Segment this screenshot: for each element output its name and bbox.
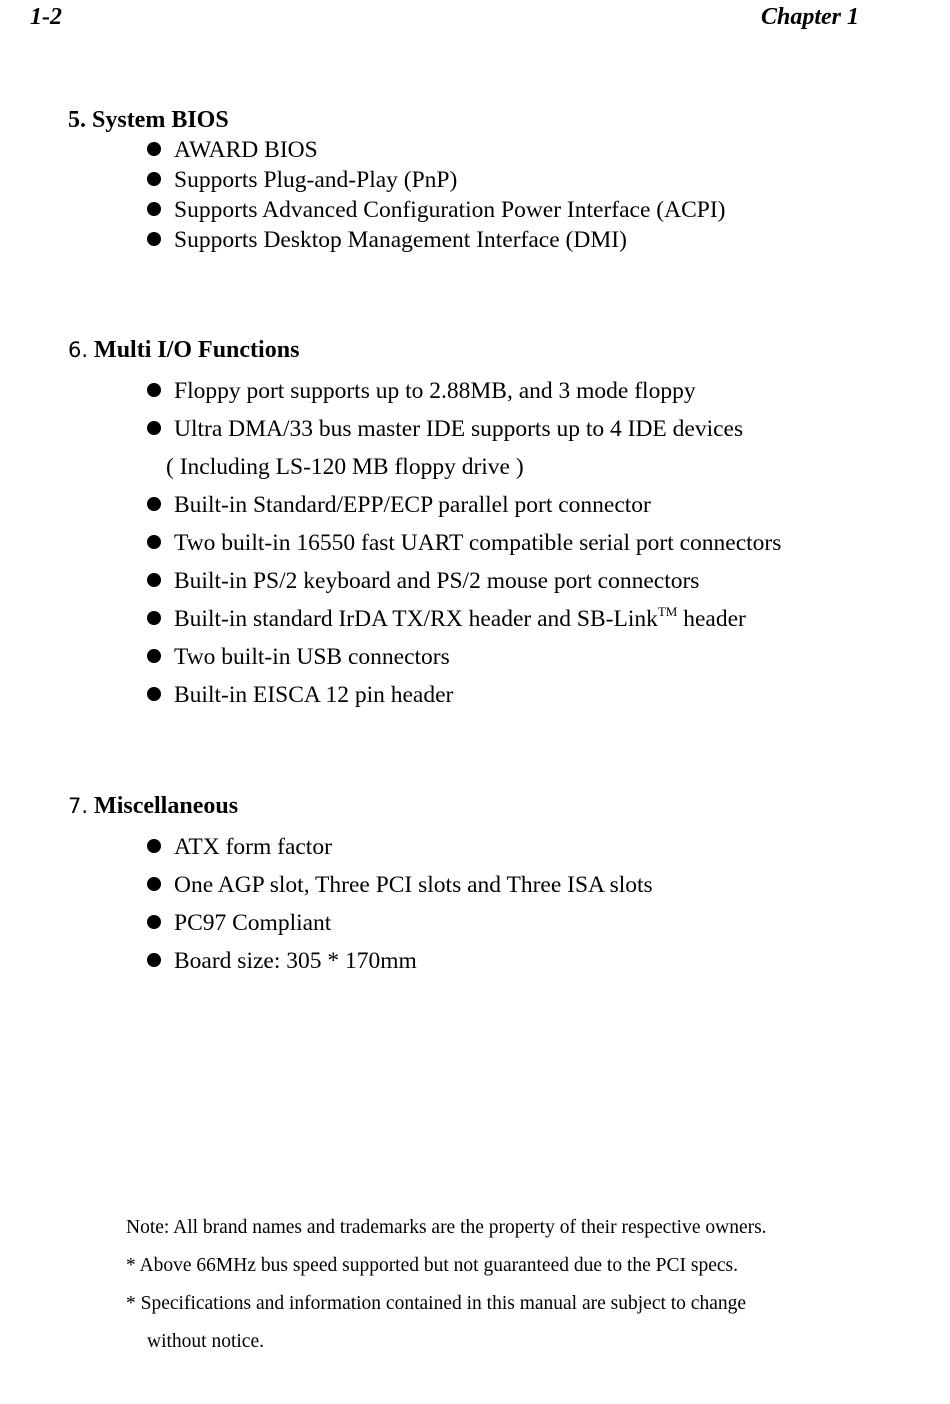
list-item-continuation: ( Including LS-120 MB floppy drive ) xyxy=(166,454,524,480)
list-item: Ultra DMA/33 bus master IDE supports up to 4 IDE devices xyxy=(147,414,743,444)
list-item: Supports Plug-and-Play (PnP) xyxy=(147,165,457,195)
list-item: Built-in Standard/EPP/ECP parallel port connector xyxy=(147,490,651,520)
bullet-icon xyxy=(147,611,161,625)
bullet-icon xyxy=(147,383,161,397)
note-line: Note: All brand names and trademarks are the property of their respective owners. xyxy=(126,1217,767,1238)
bullet-icon xyxy=(147,497,161,511)
section-title-system-bios xyxy=(68,105,229,135)
page-number: 1-2 xyxy=(30,4,62,30)
bullet-icon xyxy=(147,687,161,701)
bullet-icon xyxy=(147,839,161,853)
list-item: Board size: 305 * 170mm xyxy=(147,946,417,976)
section-title-multi-io xyxy=(68,335,299,365)
section-number: 7. xyxy=(68,794,89,818)
bullet-icon xyxy=(147,202,161,216)
list-item: Built-in PS/2 keyboard and PS/2 mouse port connectors xyxy=(147,566,699,596)
section-number: 5. xyxy=(68,107,86,133)
list-item: AWARD BIOS xyxy=(147,135,318,165)
list-item: Built-in EISCA 12 pin header xyxy=(147,680,453,710)
list-item: PC97 Compliant xyxy=(147,908,331,938)
bullet-icon xyxy=(147,142,161,156)
section-heading: Miscellaneous xyxy=(94,793,239,819)
list-item: One AGP slot, Three PCI slots and Three ISA slots xyxy=(147,870,653,900)
list-item: Built-in standard IrDA TX/RX header and SB-Link™ header xyxy=(147,604,746,634)
page-header xyxy=(0,4,950,38)
section-number: 6. xyxy=(68,338,89,362)
bullet-icon xyxy=(147,172,161,186)
list-item: Supports Desktop Management Interface (DMI) xyxy=(147,225,627,255)
list-item: Two built-in USB connectors xyxy=(147,642,450,672)
list-item: ATX form factor xyxy=(147,832,332,862)
note-line-continuation: without notice. xyxy=(147,1331,264,1352)
list-item: Floppy port supports up to 2.88MB, and 3 mode floppy xyxy=(147,376,696,406)
bullet-icon xyxy=(147,877,161,891)
bullet-icon xyxy=(147,232,161,246)
bullet-icon xyxy=(147,421,161,435)
list-item: Supports Advanced Configuration Power Interface (ACPI) xyxy=(147,195,725,225)
note-line: * Above 66MHz bus speed supported but not guaranteed due to the PCI specs. xyxy=(126,1255,738,1276)
chapter-label: Chapter 1 xyxy=(761,4,860,30)
note-line: * Specifications and information contained in this manual are subject to change xyxy=(126,1293,747,1314)
list-item: Two built-in 16550 fast UART compatible serial port connectors xyxy=(147,528,781,558)
bullet-icon xyxy=(147,649,161,663)
section-heading: Multi I/O Functions xyxy=(94,337,300,363)
section-heading: System BIOS xyxy=(92,107,229,133)
bullet-icon xyxy=(147,535,161,549)
trademark-superscript: TM xyxy=(657,604,678,619)
bullet-icon xyxy=(147,573,161,587)
section-title-miscellaneous xyxy=(68,791,238,821)
bullet-icon xyxy=(147,915,161,929)
bullet-icon xyxy=(147,953,161,967)
